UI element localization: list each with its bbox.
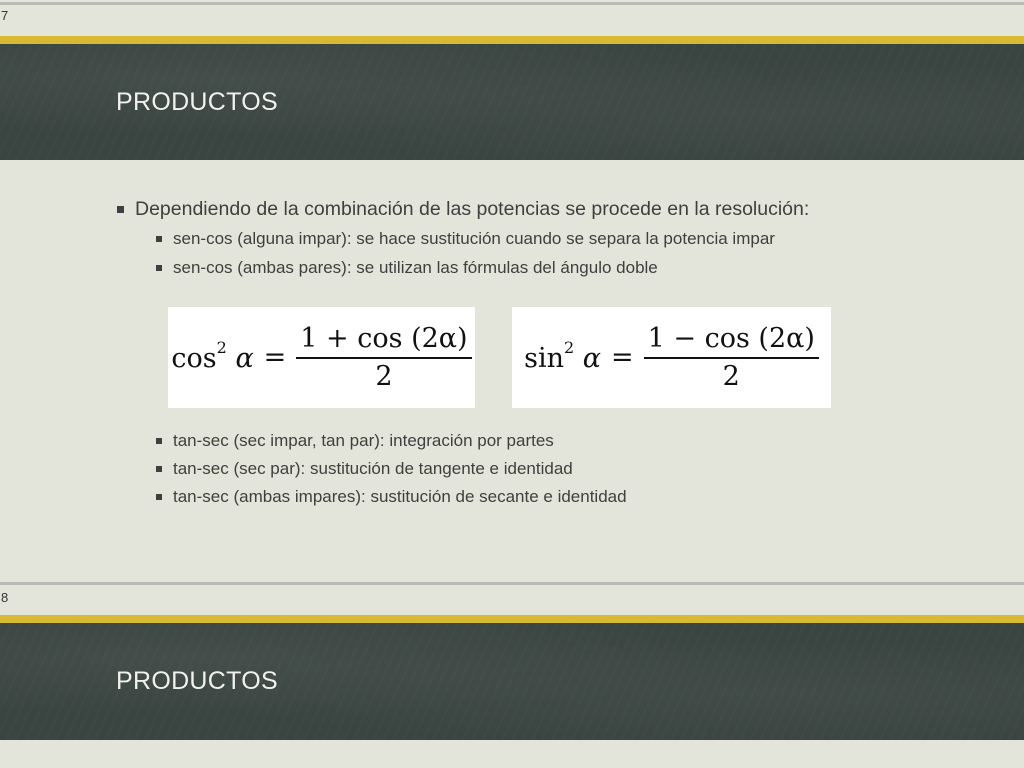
formula-lhs: $\sin^2 \alpha$ — [524, 337, 601, 374]
bullet-square-icon — [156, 466, 162, 472]
title-accent-bar — [0, 36, 1024, 44]
formula-lhs: $\cos^2 \alpha$ — [171, 337, 254, 374]
bullet-square-icon — [156, 236, 162, 242]
title-accent-bar — [0, 615, 1024, 623]
bullet-text: tan-sec (sec impar, tan par): integración por partes — [173, 431, 554, 450]
bullet-text: tan-sec (ambas impares): sustitución de secante e identidad — [173, 487, 627, 506]
bullet-level2 — [173, 487, 627, 507]
bullet-level2 — [173, 229, 775, 249]
title-band — [0, 623, 1024, 740]
slide-title: PRODUCTOS — [116, 88, 278, 116]
formula-equals: = — [611, 342, 634, 373]
bullet-square-icon — [156, 494, 162, 500]
slide-title: PRODUCTOS — [116, 667, 278, 695]
formula-denominator: 2 — [722, 360, 740, 392]
bullet-text: Dependiendo de la combinación de las potencias se procede en la resolución: — [135, 198, 810, 220]
formula-fraction — [644, 323, 819, 392]
bullet-text: sen-cos (alguna impar): se hace sustitución cuando se separa la potencia impar — [173, 229, 775, 248]
bullet-level2 — [173, 258, 658, 278]
slide-separator — [0, 582, 1024, 585]
slide-number-8: 8 — [1, 590, 9, 605]
bullet-level1 — [135, 198, 809, 221]
bullet-level2 — [173, 431, 554, 451]
bullet-square-icon — [117, 206, 124, 213]
formula-equals: = — [263, 342, 287, 373]
bullet-text: sen-cos (ambas pares): se utilizan las fórmulas del ángulo doble — [173, 258, 658, 277]
bullet-square-icon — [156, 438, 162, 444]
slide-separator-top — [0, 2, 1024, 5]
bullet-level2 — [173, 459, 573, 479]
bullet-square-icon — [156, 265, 162, 271]
title-band — [0, 44, 1024, 160]
formula-numerator: 1 + cos (2α) — [300, 323, 468, 355]
formula-cos-squared — [168, 307, 475, 408]
bullet-text: tan-sec (sec par): sustitución de tangente e identidad — [173, 459, 573, 478]
formula-denominator: 2 — [375, 360, 393, 392]
slide-number-7: 7 — [1, 8, 9, 23]
formula-sin-squared — [512, 307, 831, 408]
formula-fraction — [296, 323, 471, 392]
formula-numerator: 1 − cos (2α) — [647, 323, 815, 355]
